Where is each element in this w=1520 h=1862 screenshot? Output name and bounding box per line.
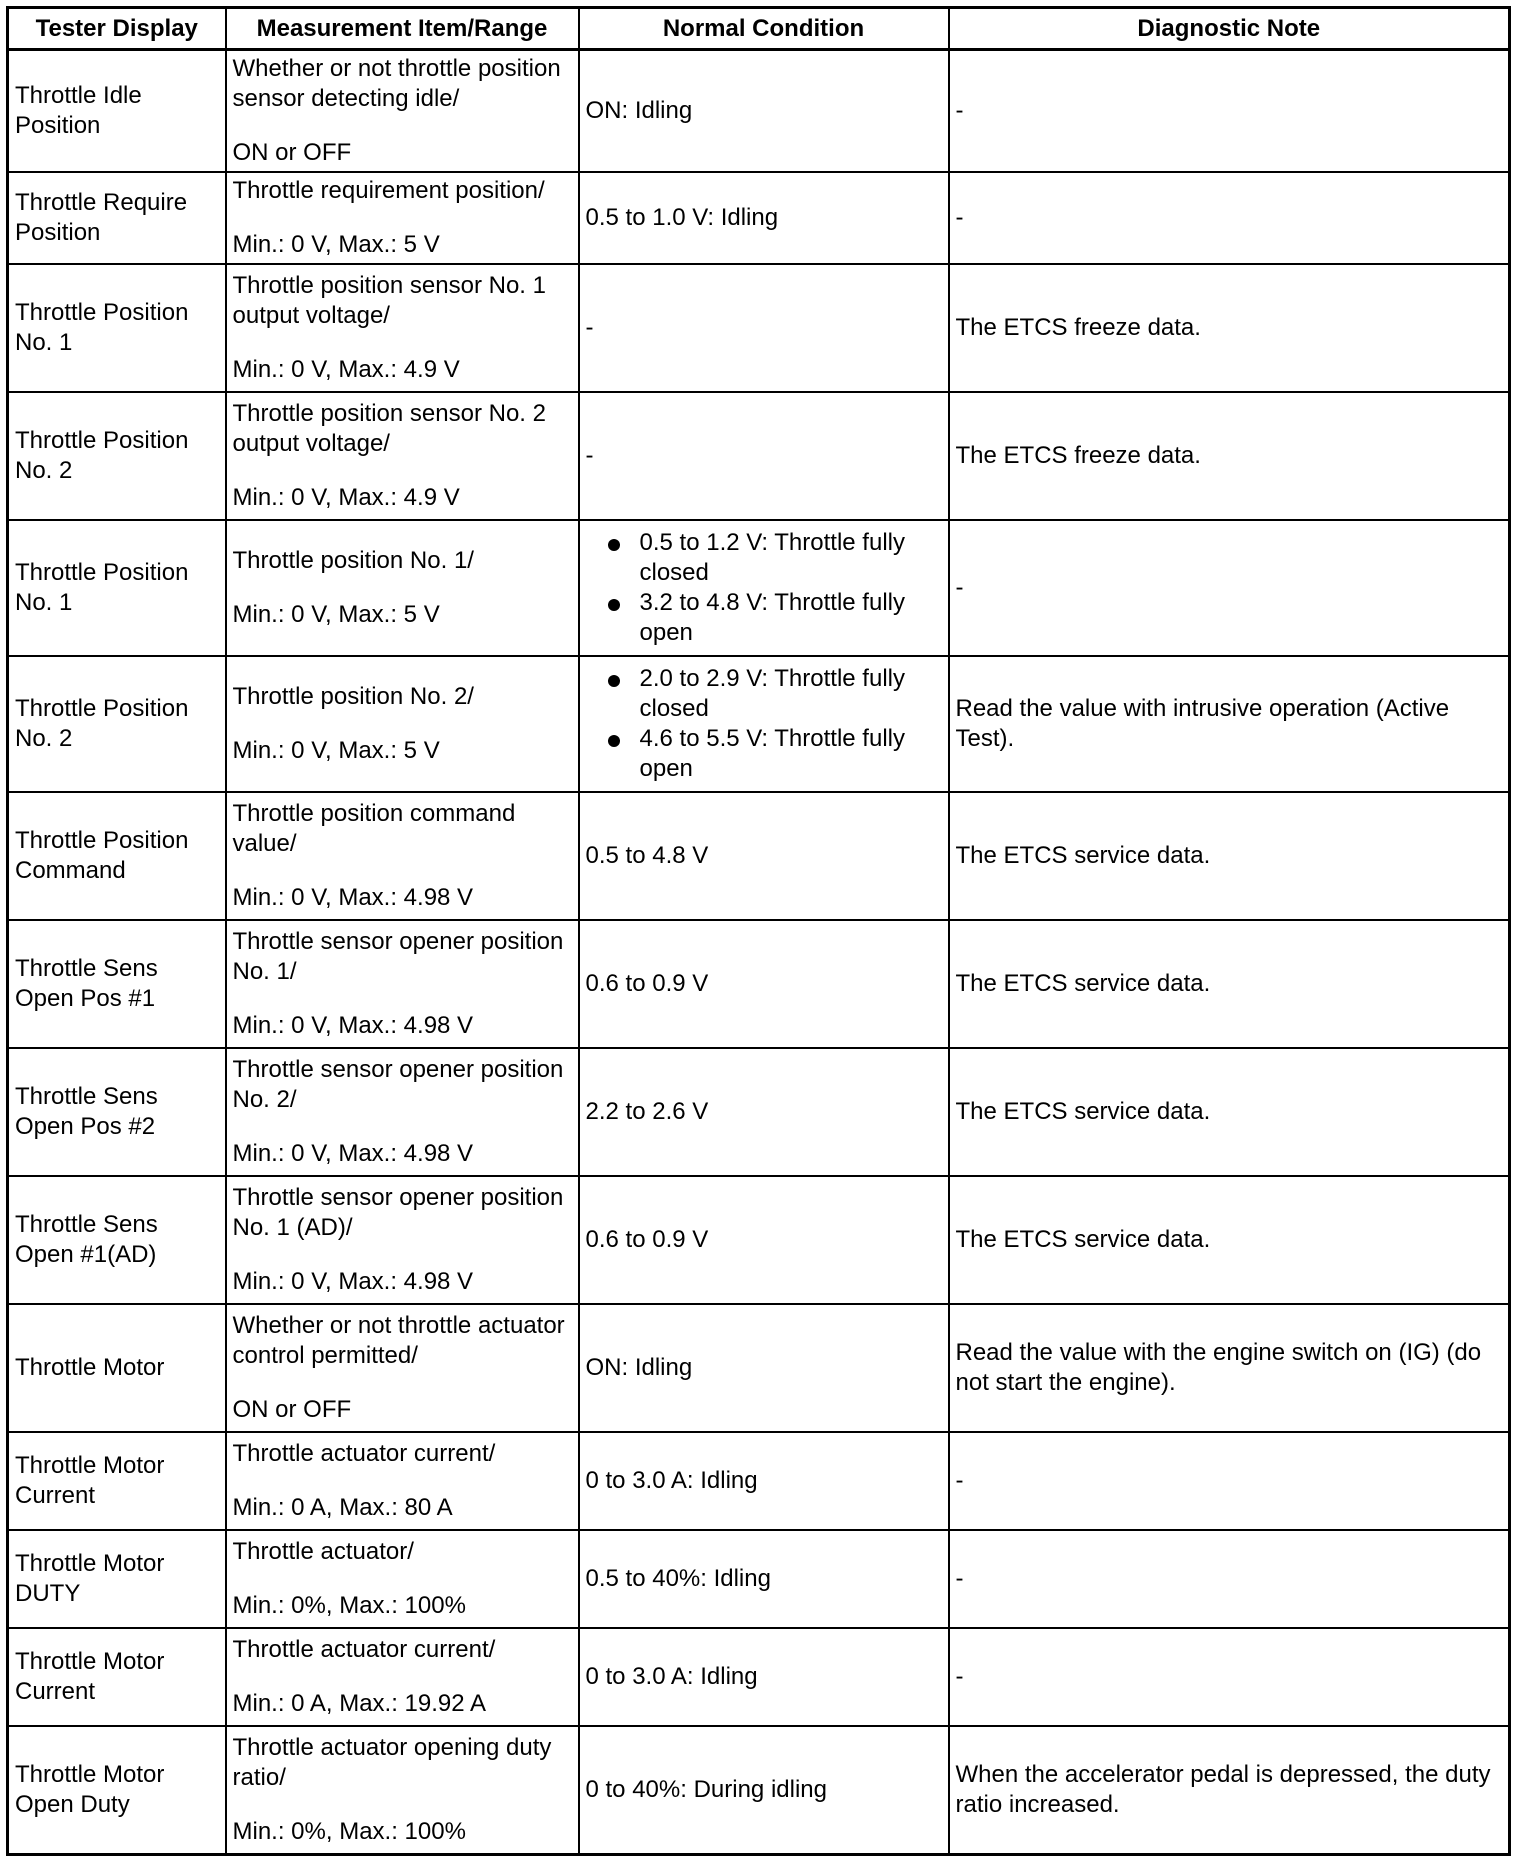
table-row (8, 1432, 1510, 1530)
measurement-range: Min.: 0 V, Max.: 5 V (232, 231, 440, 258)
measurement-range: Min.: 0 A, Max.: 80 A (232, 1494, 453, 1521)
cell-diagnostic-note: When the accelerator pedal is depressed, the duty ratio increased. (949, 1726, 1510, 1854)
normal-condition-bullet: 2.0 to 2.9 V: Throttle fully closed (586, 664, 942, 724)
cell-normal-condition: ON: Idling (579, 1304, 949, 1432)
cell-diagnostic-note: The ETCS freeze data. (949, 392, 1510, 520)
cell-measurement-item-range (226, 1628, 579, 1726)
measurement-item: Throttle sensor opener position No. 1 (AD)/ (232, 1184, 564, 1241)
header-diagnostic-note: Diagnostic Note (949, 8, 1510, 50)
cell-normal-condition: 0.5 to 40%: Idling (579, 1530, 949, 1628)
header-measurement-item-range: Measurement Item/Range (226, 8, 579, 50)
cell-diagnostic-note: - (949, 172, 1510, 264)
measurement-item: Throttle position No. 1/ (232, 547, 474, 574)
measurement-item: Throttle position sensor No. 1 output voltage/ (232, 272, 546, 329)
measurement-item: Throttle requirement position/ (232, 177, 545, 204)
cell-diagnostic-note: The ETCS service data. (949, 792, 1510, 920)
measurement-range: ON or OFF (232, 1396, 352, 1423)
cell-tester-display: Throttle Position No. 1 (8, 520, 226, 656)
measurement-item: Throttle actuator opening duty ratio/ (232, 1733, 552, 1791)
measurement-range: Min.: 0 V, Max.: 5 V (232, 601, 440, 628)
table-row (8, 792, 1510, 920)
cell-tester-display: Throttle Position No. 2 (8, 656, 226, 792)
cell-normal-condition: 0.6 to 0.9 V (579, 920, 949, 1048)
cell-tester-display: Throttle Position No. 2 (8, 392, 226, 520)
cell-tester-display: Throttle Motor Current (8, 1628, 226, 1726)
normal-condition-list (586, 528, 942, 648)
cell-tester-display: Throttle Motor (8, 1304, 226, 1432)
cell-normal-condition (579, 656, 949, 792)
measurement-item: Whether or not throttle position sensor detecting idle/ (232, 55, 561, 112)
cell-tester-display: Throttle Sens Open Pos #1 (8, 920, 226, 1048)
cell-normal-condition: 0 to 3.0 A: Idling (579, 1628, 949, 1726)
cell-measurement-item-range (226, 920, 579, 1048)
header-tester-display: Tester Display (8, 8, 226, 50)
measurement-range: Min.: 0%, Max.: 100% (232, 1817, 466, 1845)
table-row (8, 264, 1510, 392)
cell-diagnostic-note: The ETCS service data. (949, 920, 1510, 1048)
cell-tester-display: Throttle Position Command (8, 792, 226, 920)
cell-measurement-item-range (226, 1176, 579, 1304)
table-row (8, 1048, 1510, 1176)
cell-measurement-item-range (226, 1304, 579, 1432)
cell-diagnostic-note: Read the value with intrusive operation (Active Test). (949, 656, 1510, 792)
cell-diagnostic-note: - (949, 1628, 1510, 1726)
measurement-item: Throttle sensor opener position No. 2/ (232, 1056, 564, 1113)
measurement-range: Min.: 0 V, Max.: 4.9 V (232, 484, 460, 511)
cell-normal-condition: 0.5 to 4.8 V (579, 792, 949, 920)
measurement-item: Throttle actuator current/ (232, 1440, 496, 1467)
table-row (8, 172, 1510, 264)
cell-tester-display: Throttle Require Position (8, 172, 226, 264)
cell-measurement-item-range (226, 656, 579, 792)
measurement-item: Whether or not throttle actuator control permitted/ (232, 1312, 565, 1369)
table-row (8, 1176, 1510, 1304)
cell-normal-condition: - (579, 264, 949, 392)
data-list-table (6, 6, 1511, 1856)
cell-diagnostic-note: - (949, 520, 1510, 656)
cell-measurement-item-range (226, 1726, 579, 1854)
cell-normal-condition: - (579, 392, 949, 520)
measurement-item: Throttle position sensor No. 2 output voltage/ (232, 400, 546, 457)
normal-condition-bullet: 4.6 to 5.5 V: Throttle fully open (586, 724, 942, 784)
cell-measurement-item-range (226, 172, 579, 264)
cell-diagnostic-note: - (949, 50, 1510, 173)
table-row (8, 1530, 1510, 1628)
cell-measurement-item-range (226, 1432, 579, 1530)
cell-normal-condition: 0 to 3.0 A: Idling (579, 1432, 949, 1530)
measurement-range: Min.: 0 A, Max.: 19.92 A (232, 1690, 486, 1717)
cell-measurement-item-range (226, 520, 579, 656)
measurement-range: Min.: 0 V, Max.: 4.98 V (232, 1268, 474, 1295)
cell-normal-condition: 0 to 40%: During idling (579, 1726, 949, 1854)
cell-measurement-item-range (226, 392, 579, 520)
cell-measurement-item-range (226, 1048, 579, 1176)
measurement-item: Throttle position command value/ (232, 800, 516, 857)
cell-normal-condition: 0.5 to 1.0 V: Idling (579, 172, 949, 264)
cell-diagnostic-note: - (949, 1432, 1510, 1530)
header-normal-condition: Normal Condition (579, 8, 949, 50)
cell-diagnostic-note: The ETCS service data. (949, 1048, 1510, 1176)
measurement-item: Throttle actuator current/ (232, 1636, 496, 1663)
measurement-range: Min.: 0 V, Max.: 4.98 V (232, 884, 474, 911)
cell-tester-display: Throttle Sens Open Pos #2 (8, 1048, 226, 1176)
measurement-range: Min.: 0 V, Max.: 5 V (232, 737, 440, 764)
cell-tester-display: Throttle Sens Open #1(AD) (8, 1176, 226, 1304)
cell-normal-condition: 2.2 to 2.6 V (579, 1048, 949, 1176)
cell-tester-display: Throttle Motor DUTY (8, 1530, 226, 1628)
normal-condition-bullet: 0.5 to 1.2 V: Throttle fully closed (586, 528, 942, 588)
cell-measurement-item-range (226, 50, 579, 173)
measurement-range: ON or OFF (232, 139, 352, 166)
cell-diagnostic-note: The ETCS freeze data. (949, 264, 1510, 392)
table-row (8, 920, 1510, 1048)
cell-tester-display: Throttle Motor Current (8, 1432, 226, 1530)
table-row (8, 1628, 1510, 1726)
table-body (8, 50, 1510, 1855)
table-row (8, 1726, 1510, 1854)
normal-condition-list (586, 664, 942, 784)
measurement-item: Throttle sensor opener position No. 1/ (232, 928, 564, 985)
measurement-range: Min.: 0 V, Max.: 4.98 V (232, 1140, 474, 1167)
cell-normal-condition: ON: Idling (579, 50, 949, 173)
measurement-range: Min.: 0 V, Max.: 4.98 V (232, 1012, 474, 1039)
table-row (8, 656, 1510, 792)
measurement-range: Min.: 0 V, Max.: 4.9 V (232, 356, 460, 383)
cell-normal-condition: 0.6 to 0.9 V (579, 1176, 949, 1304)
cell-tester-display: Throttle Motor Open Duty (8, 1726, 226, 1854)
table-row (8, 1304, 1510, 1432)
measurement-item: Throttle position No. 2/ (232, 683, 474, 710)
cell-diagnostic-note: - (949, 1530, 1510, 1628)
cell-measurement-item-range (226, 264, 579, 392)
table-row (8, 392, 1510, 520)
cell-measurement-item-range (226, 1530, 579, 1628)
measurement-item: Throttle actuator/ (232, 1538, 414, 1565)
normal-condition-bullet: 3.2 to 4.8 V: Throttle fully open (586, 588, 942, 648)
cell-diagnostic-note: Read the value with the engine switch on (IG) (do not start the engine). (949, 1304, 1510, 1432)
cell-tester-display: Throttle Position No. 1 (8, 264, 226, 392)
table-row (8, 520, 1510, 656)
data-list-table-container (6, 6, 1508, 1856)
measurement-range: Min.: 0%, Max.: 100% (232, 1592, 466, 1619)
table-row (8, 50, 1510, 173)
cell-tester-display: Throttle Idle Position (8, 50, 226, 173)
table-header-row (8, 8, 1510, 50)
cell-normal-condition (579, 520, 949, 656)
cell-diagnostic-note: The ETCS service data. (949, 1176, 1510, 1304)
cell-measurement-item-range (226, 792, 579, 920)
